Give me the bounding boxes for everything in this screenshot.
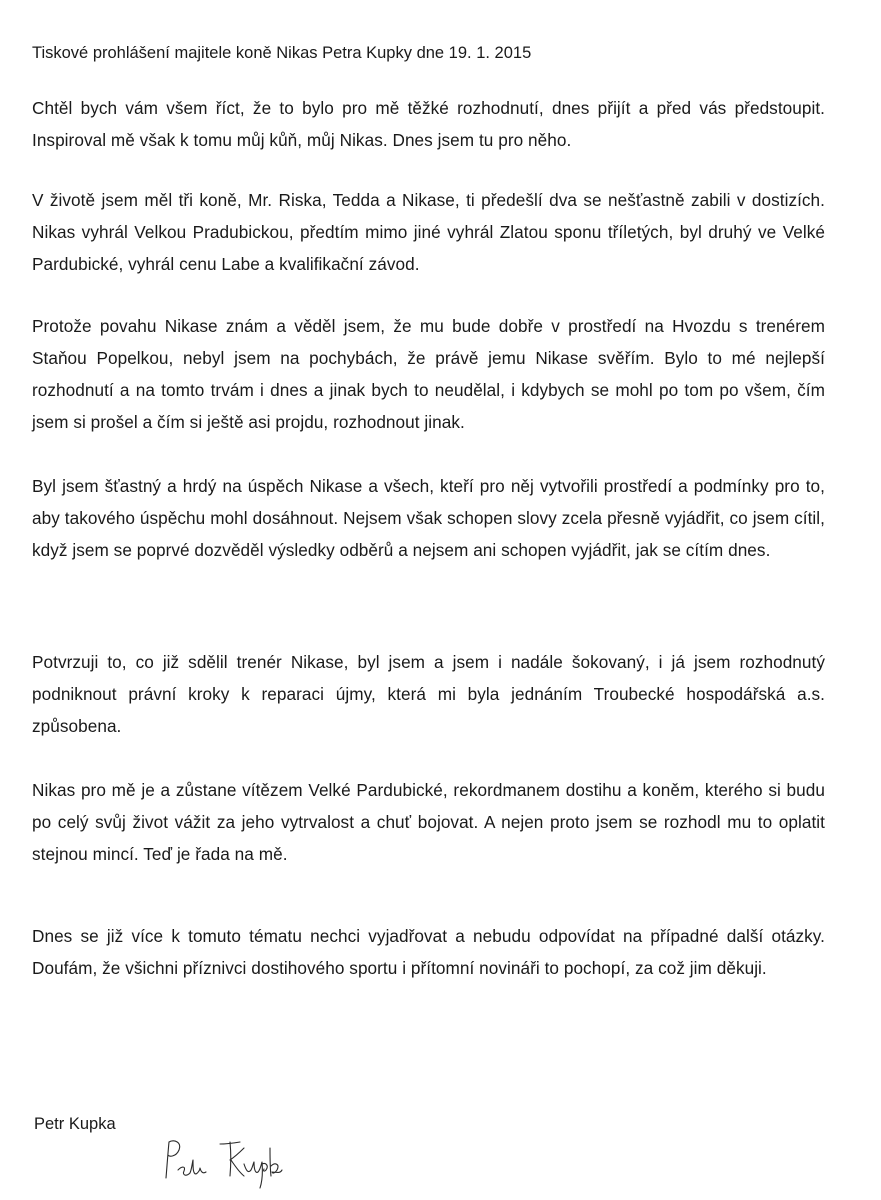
- paragraph-1: Chtěl bych vám všem říct, že to bylo pro mě těžké rozhodnutí, dnes přijít a před vás předstoupit. Inspiroval mě však k tomu můj kůň, můj Nikas. Dnes jsem tu pro něho.: [32, 98, 825, 150]
- paragraph-6: Nikas pro mě je a zůstane vítězem Velké Pardubické, rekordmanem dostihu a koněm, kterého si budu po celý svůj život vážit za jeho vytrvalost a chuť bojovat. A nejen proto jsem se rozhodl mu to oplatit stejnou mincí. Teď je řada na mě.: [32, 780, 825, 864]
- paragraph-7: Dnes se již více k tomuto tématu nechci vyjadřovat a nebudu odpovídat na případné další otázky. Doufám, že všichni příznivci dostihového sportu i přítomní novináři to pochopí, za což jim děkuji.: [32, 926, 825, 978]
- signatory-name: Petr Kupka: [34, 1115, 116, 1133]
- paragraph-2: V životě jsem měl tři koně, Mr. Riska, Tedda a Nikase, ti předešlí dva se nešťastně zabili v dostizích. Nikas vyhrál Velkou Pradubickou, předtím mimo jiné vyhrál Zlatou sponu tříletých, byl druhý ve Velké Pardubické, vyhrál cenu Labe a kvalifikační závod.: [32, 190, 825, 274]
- paragraph-3: Protože povahu Nikase znám a věděl jsem, že mu bude dobře v prostředí na Hvozdu s trenérem Staňou Popelkou, nebyl jsem na pochybách, že právě jemu Nikase svěřím. Bylo to mé nejlepší rozhodnutí a na tomto trvám i dnes a jinak bych to neudělal, i kdybych se mohl po tom po všem, čím jsem si prošel a čím si ještě asi projdu, rozhodnout jinak.: [32, 316, 825, 432]
- paragraph-4: Byl jsem šťastný a hrdý na úspěch Nikase a všech, kteří pro něj vytvořili prostředí a podmínky pro to, aby takového úspěchu mohl dosáhnout. Nejsem však schopen slovy zcela přesně vyjádřit, co jsem cítil, když jsem se poprvé dozvěděl výsledky odběrů a nejsem ani schopen vyjádřit, jak se cítím dnes.: [32, 476, 825, 560]
- document-title: Tiskové prohlášení majitele koně Nikas Petra Kupky dne 19. 1. 2015: [32, 44, 532, 62]
- paragraph-5: Potvrzuji to, co již sdělil trenér Nikase, byl jsem a jsem i nadále šokovaný, i já jsem rozhodnutý podniknout právní kroky k reparaci újmy, která mi byla jednáním Troubecké hospodářská a.s. způsobena.: [32, 652, 825, 736]
- handwritten-signature: [160, 1130, 300, 1190]
